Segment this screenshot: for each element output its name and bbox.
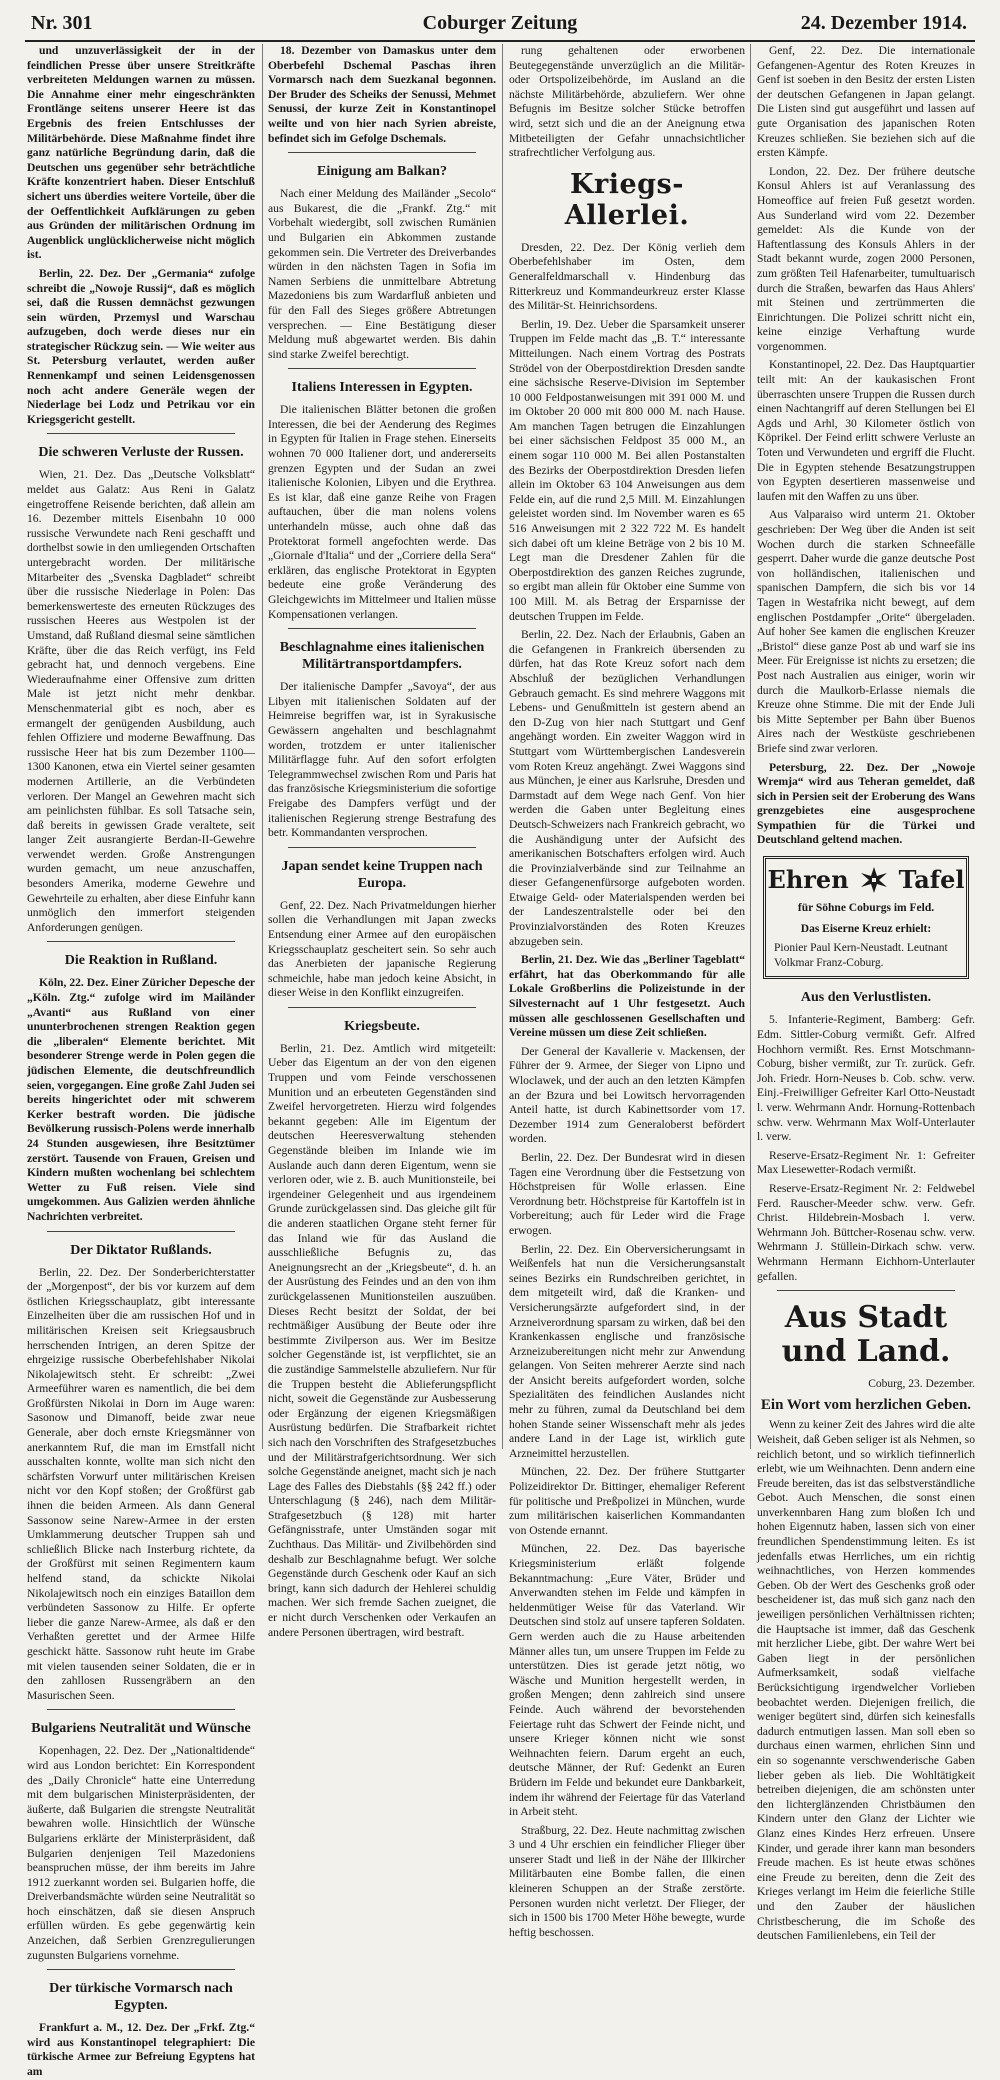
headline-war-booty: Kriegsbeute. [344, 1018, 420, 1034]
headline-giving: Ein Wort vom herzlichen Geben. [760, 1396, 972, 1413]
article-paragraph: Reserve-Ersatz-Regiment Nr. 2: Feldwebel Ferd. Rauscher-Meeder schw. verw. Gefr. Christ. Hildebrein-Mosbach l. verw. Wehrmann Joh. Büttcher-Rosenau schw. verw. Wehrmann J. Stüllein-Dirkach schw. verw. Wehrmann Hermann Eichhorn-Unterlauter gefallen. [757, 1181, 975, 1283]
article-paragraph: Reserve-Ersatz-Regiment Nr. 1: Gefreiter Max Liesewetter-Rodach vermißt. [757, 1148, 975, 1177]
separator [288, 368, 476, 369]
honor-title-right: Tafel [898, 864, 965, 894]
article-paragraph: Die italienischen Blätter betonen die großen Interessen, die bei der Aenderung des Regimes in Egypten für Italien in Frage stehen. Einerseits wohnen 70 000 Italiener dort, und andererseits grenzen Egypten und der Sudan an zwei italienische Kolonien, Libyen und die Erythrea. Es ist klar, daß eine ganze Reihe von Fragen auftauchen, über die man nolens volens unterhandeln müsse, auch ohne daß das Protektorat formell angefochten werde. Das „Giornale d'Italia“ und der „Corriere della Sera“ erklären, das englische Protektorat in Egypten bedeute eine große Veränderung des Gleichgewichts im Mittelmeer und Italien müsse Kompensationen verlangen. [268, 403, 496, 621]
separator [288, 628, 476, 629]
article-paragraph: Genf, 22. Dez. Die internationale Gefangenen-Agentur des Roten Kreuzes in Genf ist soeben in den Besitz der ersten Listen der deutschen Gefangenen in Japan gelangt. Die Listen sind gut ausgeführt und lassen auf gute Organisation des japanischen Roten Kreuzes schließen. Sie beziehen sich auf die ersten Kämpfe. [757, 44, 975, 160]
article-paragraph: München, 22. Dez. Der frühere Stuttgarter Polizeidirektor Dr. Bittinger, ehemaliger Referent für politische und Preßpolizei in München, wurde zum militärischen kaiserlichen Kommandanten von Ostende ernannt. [509, 1465, 745, 1537]
column-4 [757, 44, 975, 1943]
separator [47, 433, 235, 434]
honor-roll-box [763, 856, 969, 979]
honor-roll-subtitle: für Söhne Coburgs im Feld. [797, 902, 935, 915]
headline-balkan: Einigung am Balkan? [317, 164, 447, 180]
issue-number: Nr. 301 [31, 12, 93, 34]
issue-date: 24. Dezember 1914. [800, 12, 967, 34]
iron-cross-icon [859, 865, 889, 895]
column-1 [27, 44, 255, 2079]
column-divider [750, 44, 751, 1449]
headline-casualty-lists: Aus den Verlustlisten. [800, 990, 932, 1006]
column-divider [262, 44, 263, 1449]
headline-steamer-seizure: Beschlagnahme eines italienischen Militärtransportdampfers. [279, 640, 485, 673]
article-paragraph: Berlin, 22. Dez. Der Bundesrat wird in diesen Tagen eine Verordnung über die Festsetzung von Höchstpreisen für Wolle erlassen. Eine Verordnung betr. Höchstpreise für Kartoffeln ist in Vorbereitung; auch für Leder wird die Frage erwogen. [509, 1150, 745, 1237]
article-paragraph: Köln, 22. Dez. Einer Züricher Depesche der „Köln. Ztg.“ zufolge wird im Mailänder „Avanti“ aus Rußland von einer ununterbrochenen strengen Reaktion gegen die „liberalen“ Elemente berichtet. Mit besonderer Strenge werde in Polen gegen die jüdischen Elemente, die deutschfreundlich seien, vorgegangen. Eine große Zahl Juden sei bereits hingerichtet oder mit schwerem Kerker bestraft worden. Die jüdische Bevölkerung russisch-Polens werde innerhalb 24 Stunden ausgewiesen, ihre Besitztümer zerstört. Tausende von Frauen, Greisen und Kindern mußten wochenlang bei schlechtem Wetter zu Fuß reisen. Viele sind umgekommen. Aus Galizien werden ähnliche Nachrichten verbreitet. [27, 976, 255, 1223]
article-paragraph: Frankfurt a. M., 12. Dez. Der „Frkf. Ztg.“ wird aus Konstantinopel telegraphiert: Die türkische Armee zur Befreiung Egyptens hat am [27, 2021, 255, 2079]
column-3 [509, 44, 745, 1939]
article-paragraph: London, 22. Dez. Der frühere deutsche Konsul Ahlers ist auf Veranlassung des Homeoffice auf freien Fuß gesetzt worden. Aus Sunderland wird vom 22. Dezember gemeldet: Als die Kunde von der Haftentlassung des Konsuls Ahlers in der Stadt bekannt wurde, zogen 2000 Personen, zum größten Teil Hafenarbeiter, tumultuarisch durch die Straßen, bewarfen das Haus Ahlers' mit Steinen und zertrümmerten die Einrichtungen. Die Polizei schritt nicht ein, keine einzige Verhaftung wurde vorgenommen. [757, 164, 975, 353]
headline-turkish-advance: Der türkische Vormarsch nach Egypten. [49, 1981, 233, 2014]
newspaper-title: Coburger Zeitung [422, 12, 578, 34]
article-paragraph: Nach einer Meldung des Mailänder „Secolo“ aus Bukarest, die die „Frankf. Ztg.“ mit Vorbehalt wiedergibt, soll zwischen Rumänien und Bulgarien ein Abkommen zustande gekommen sein. Die Vertreter des Dreiverbandes würden in den nächsten Tagen in Sofia im Namen Serbiens die unmittelbare Abtretung Mazedoniens bis zum Wardarfluß anbieten und für den Fall des Sieges größere Abtretungen versprechen. — Eine Bestätigung dieser Meldung muß abgewartet werden. Bis dahin sind starke Zweifel berechtigt. [268, 187, 496, 361]
article-paragraph: Wien, 21. Dez. Das „Deutsche Volksblatt“ meldet aus Galatz: Aus Reni in Galatz eingetroffene Reisende berichten, daß allein am 16. Dezember mittels Eisenbahn 10 000 russische Verwundete nach Reni geschafft und dorthelbst sowie in den umliegenden Ortschaften untergebracht worden. Der militärische Mitarbeiter des „Svenska Dagbladet“ schreibt über die russische Niederlage in Polen: Das bemerkenswerteste des erneuten Rückzuges des russischen Heeres aus Westpolen ist der Umstand, daß Rußland diesmal seine sämtlichen Kräfte, über die das Reich verfügt, ins Feld gebracht hat, und dennoch vergebens. Eine Wiederaufnahme einer Offensive zum dritten Male ist jetzt nicht mehr denkbar. Menschenmaterial gibt es noch, aber es ermangelt der genügenden Ausbildung, auch fehlen Offiziere und moderne Bewaffnung. Das russische Heer hat bis zum Dezember 1100—1300 Kanonen, etwa ein Viertel seiner gesamten modernen Artillerie, an die Verbündeten verloren. Der Mangel an Gewehren macht sich am peinlichsten fühlbar. Es soll Tatsache sein, daß bereits in gewissen Grade veraltete, seit langer Zeit ausrangierte Berdan-II-Gewehre verwendet werden. Große Anstrengungen wurden gemacht, um neue anzuschaffen, besonders Amerika, moderne Gewehre und Gewehrteile zu erhalten, aber diese Einfuhr kann unmöglich den immerfort steigenden Anforderungen genügen. [27, 468, 255, 934]
article-paragraph: Aus Valparaiso wird unterm 21. Oktober geschrieben: Der Weg über die Anden ist seit Wochen durch die starken Schneefälle gesperrt. Daher wurde die ganze deutsche Post von holländischen, italienischen und spanischen Dampfern, die sich bis vor 14 Tagen in Westafrika nicht bewegt, auf dem englischen Postdampfer „Orite“ übergeladen. Auf hoher See kamen die englischen Kreuzer „Bristol“ diese ganze Post ab und warf sie ins Meer. Für Ereignisse ist nichts zu ersetzen; die Post nach Australien aus einiger, worin wir durch die Maulkorb-Erlasse niemals die Kreuze ohne Stimme. Die mit der Ende Juli bis Mitte September per Bahn über Buenos Aires nach der Westküste geschriebenen Briefe sind zwar verloren. [757, 508, 975, 755]
article-paragraph: Kopenhagen, 22. Dez. Der „Nationaltidende“ wird aus London berichtet: Ein Korrespondent des „Daily Chronicle“ hatte eine Unterredung mit dem bulgarischen Ministerpräsidenten, der äußerte, daß Bulgarien die strengste Neutralität bewahren wolle. Hinsichtlich der Wünsche Bulgariens erklärte der Ministerpräsident, daß Bulgarien denjenigen Teil Mazedoniens beanspruchen müsse, der ihm bereits im Jahre 1912 zuerkannt worden sei. Bulgarien hoffe, die Dreiverbandsmächte würden seine Neutralität so hoch einschätzen, daß sie diesen Anspruch erfüllen würden. Es gebe gegenwärtig kein Anzeichen, daß Serbien Grenzregulierungen zugunsten Bulgariens vornehme. [27, 1744, 255, 1962]
article-paragraph: Petersburg, 22. Dez. Der „Nowoje Wremja“ wird aus Teheran gemeldet, daß sich in Persien seit der Eroberung des Wans grenzgebietes eine ausgesprochene Sympathien für die Türkei und Deutschland geltend machen. [757, 760, 975, 847]
article-paragraph: Der italienische Dampfer „Savoya“, der aus Libyen mit italienischen Soldaten auf der Heimreise begriffen war, ist in Syrakusische Gewässern angehalten und beschlagnahmt worden, trotzdem er unter italienischer Militärflagge fuhr. Auf den sofort erfolgten Telegrammwechsel zwischen Rom und Paris hat das französische Kriegsministerium die sofortige Freigabe des Dampfers verfügt und der italienischen Regierung strenge Bestrafung des betr. Kommandanten versprochen. [268, 680, 496, 840]
article-paragraph: Straßburg, 22. Dez. Heute nachmittag zwischen 3 und 4 Uhr erschien ein feindlicher Flieger über unserer Stadt und ließ in der Nähe der Illkircher Militärbauten eine Bombe fallen, die einen kleineren Schuppen an der Straße zerstörte. Personen wurden nicht verletzt. Der Flieger, der sich in 1500 bis 1700 Meter Höhe bewegte, wurde heftig beschossen. [509, 1823, 745, 1939]
article-paragraph: 18. Dezember von Damaskus unter dem Oberbefehl Dschemal Paschas ihren Vormarsch nach dem Suezkanal begonnen. Der Bruder des Scheiks der Senussi, Mehmet Senussi, der kurze Zeit in Konstantinopel weilte und von hier nach Syrien abreiste, befindet sich im Gefolge Dschemals. [268, 44, 496, 145]
separator [47, 1969, 235, 1970]
article-paragraph: München, 22. Dez. Das bayerische Kriegsministerium erläßt folgende Bekanntmachung: „Eure Väter, Brüder und Anverwandten stehen im Felde und kämpfen in heldenmütiger Weise für das Vaterland. Wir Deutschen sind stolz auf unsere tapferen Soldaten. Gern werden auch die zu Hause arbeitenden Männer alles tun, um unsere Truppen im Felde zu unterstützen. Dies ist gerade jetzt nötig, wo Wäsche und Munition hergestellt werden, in großen Mengen; denn zahlreich sind unsere Feinde. Auch während der bevorstehenden Feiertage ruht das Schwert der Feinde nicht, und unsere Krieger können nicht wie sonst Weihnachten feiern. Darum ergeht an euch, deutsche Männer, der Ruf: Gedenkt an Euren Brüdern im Felde und bekundet eure Dankbarkeit, indem ihr während der Feiertage für das Vaterland in Arbeit steht. [509, 1542, 745, 1819]
article-paragraph: rung gehaltenen oder erworbenen Beutegegenstände unverzüglich an die Militär- oder Ortspolizeibehörde, im Ausland an die nächste Militärbehörde, abzuliefern. Wer ohne Befugnis im Besitze solcher Stücke betroffen wird, setzt sich und die an der Aneignung etwa Mitbeteiligten der Gefahr unnachsichtlicher strafrechtlicher Verfolgung aus. [509, 44, 745, 160]
section-title-war-miscellany: Kriegs-Allerlei. [564, 168, 690, 231]
article-paragraph: Berlin, 22. Dez. Der Sonderberichterstatter der „Morgenpost“, der bis vor kurzem auf dem östlichen Kriegsschauplatz, gibt interessante Einzelheiten über die am russischen Hof und in militärischen Kreisen seit Kriegsausbruch herrschenden Intrigen, an deren Spitze der ehrgeizige russische Oberbefehlshaber Nikolai Nikolajewitsch steht. Er schreibt: „Zwei Armeeführer waren es namentlich, die bei dem Großfürsten Nikolai in Dorn im Auge waren: Sasonow und Dimanoff, beide zwar neue Generale, aber doch ernste Kriegsmänner von anerkanntem Ruf, die man im Ernstfall nicht ausschalten konnte, wollte man sich nicht den schärfsten Vorwurf unter militärischen Kreisen nicht vor den Kopf stoßen; der Großfürst gab ihnen die beiden Armeen. Als dann General Sassonow seine Narew-Armee in der ersten Umklammerung deutscher Truppen sah und schließlich Blicke nach Insterburg richtete, da der Großfürst mit seinen Regimentern kaum helfend stand, da schickte Nikolai Nikolajewitsch noch ein einziges Bataillon dem verbündeten Sassonow zu Hilfe. Er opferte lieber die ganze Narew-Armee, als daß er den Verhaßten gerettet und der Armee Hilfe geschickt hätte. Sassonow ruht heute im Grabe mit vielen tausenden seiner Soldaten, die er in den zahllosen Russengräbern an den Masurischen Seen. [27, 1265, 255, 1702]
headline-bulgaria: Bulgariens Neutralität und Wünsche [31, 1721, 251, 1737]
article-paragraph: 5. Infanterie-Regiment, Bamberg: Gefr. Edm. Sittler-Coburg vermißt. Gefr. Alfred Hochhorn vermißt. Res. Ernst Motschmann-Coburg, bisher vermißt, zur Tr. zurück. Gefr. Joh. Friedr. Horn-Neuses b. Cob. schw. verw. Einj.-Freiwilliger Gefreiter Karl Otto-Neustadt l. verw. Wehrmann Andr. Hornung-Rottenbach schw. verw. Wehrmann Max Wolf-Unterlauter l. verw. [757, 1013, 975, 1144]
article-paragraph: Berlin, 21. Dez. Wie das „Berliner Tageblatt“ erfährt, hat das Oberkommando für alle Lokale Großberlins die Polizeistunde in der Silvesternacht auf 1 Uhr festgesetzt. Auch müssen alle geschlossenen Gesellschaften und Vereine müssen um diese Zeit schließen. [509, 953, 745, 1040]
headline-italy-egypt: Italiens Interessen in Egypten. [291, 380, 473, 396]
headline-reaction-russia: Die Reaktion in Rußland. [64, 953, 218, 969]
article-paragraph: und unzuverlässigkeit der in der feindlichen Presse über unsere Streitkräfte verbreiteten Meldungen warnen zu müssen. Die Annahme einer mehr eingeschränkten Frontlänge seitens unserer Heere ist das Ergebnis des freien Entschlusses der Militärbehörde. Diese Maßnahme findet ihre ganz natürliche Begründung darin, daß die Deutschen uns gegenüber sehr beträchtliche Kräfte konzentriert haben. Dieser Entschluß sichert uns überdies weitere Vorteile, über die der Oeffentlichkeit Aufklärungen zu geben aus Gründen der militärischen Ordnung im Augenblick unglücklicherweise nicht möglich ist. [27, 44, 255, 262]
separator [47, 1709, 235, 1710]
article-paragraph: Dresden, 22. Dez. Der König verlieh dem Oberbefehlshaber im Osten, dem Generalfeldmarschall v. Hindenburg das Ritterkreuz und Kommandeurkreuz erster Klasse des Militär-St. Heinrichsordens. [509, 240, 745, 313]
separator [47, 941, 235, 942]
article-paragraph: Der General der Kavallerie v. Mackensen, der Führer der 9. Armee, der Sieger von Lipno und Wloclawek, und der auch an den letzten Kämpfen an der Bzura und bei Lowitsch hervorragenden Anteil hatte, ist durch Kabinettsorder vom 17. Dezember 1914 zum Generaloberst befördert worden. [509, 1044, 745, 1146]
honor-roll-award: Das Eiserne Kreuz erhielt: [800, 922, 932, 935]
article-paragraph: Konstantinopel, 22. Dez. Das Hauptquartier teilt mit: An der kaukasischen Front überraschten unsere Truppen die Russen durch einen Nachtangriff auf deren Stellungen bei El Agds und Arhl, 30 Kilometer östlich von Köprikel. Der Feind erlitt schwere Verluste an Toten und Verwundeten und ergriff die Flucht. Die in Egypten stehende Besatzungstruppen von Egypten desertieren massenweise und laufen mit den Waffen zu uns über. [757, 358, 975, 503]
column-2 [268, 44, 496, 1639]
honor-roll-names: Pionier Paul Kern-Neustadt. Leutnant Volkmar Franz-Coburg. [774, 942, 948, 969]
separator [288, 152, 476, 153]
headline-dictator-russia: Der Diktator Rußlands. [70, 1242, 212, 1258]
article-paragraph: Genf, 22. Dez. Nach Privatmeldungen hierher sollen die Verhandlungen mit Japan zwecks Entsendung einer Armee auf den europäischen Kriegsschauplatz gescheitert sein. So sehr auch das Anerbieten der japanische Regierung schmeichle, habe man jedoch keine Absicht, in dieser Weise in den Konflikt einzugreifen. [268, 898, 496, 1000]
honor-roll-title [767, 864, 965, 895]
separator [288, 1007, 476, 1008]
masthead [25, 6, 975, 42]
headline-russian-losses: Die schweren Verluste der Russen. [38, 445, 244, 461]
separator [777, 1290, 955, 1291]
honor-title-left: Ehren [767, 864, 849, 894]
dateline: Coburg, 23. Dezember. [868, 1378, 975, 1391]
article-paragraph: Berlin, 22. Dez. Der „Germania“ zufolge schreibt die „Nowoje Russij“, daß es möglich sei, daß die Russen demnächst gezwungen sein würden, Przemysl und Warschau aufzugeben, doch werde dieses nur ein strategischer Rückzug sein. — Wie weiter aus St. Petersburg verlautet, werden außer Rennenkampf und seinen Leidensgenossen noch acht andere Generäle wegen der Niederlage bei Lodz und Petrikau vor ein Kriegsgericht gestellt. [27, 266, 255, 426]
headline-japan: Japan sendet keine Truppen nach Europa. [281, 858, 483, 891]
section-title-city-land: Aus Stadt und Land. [781, 1300, 951, 1370]
article-paragraph: Wenn zu keiner Zeit des Jahres wird die alte Weisheit, daß Geben seliger ist als Nehmen, so reichlich betont, und so wirklich tiefinnerlich erlebt, wie um Weihnachten. Denn andern eine Freude bereiten, das ist das selbstverständliche Gebot. Auch Menschen, die sonst einen unverkennbaren Hang zum bloßen Ich und hohen Eigennutz haben, lassen sich von einer freundlichen Spendenstimmung leiten. Es ist jedenfalls etwas Herrliches, um ein richtig weihnachtliches, von Herzen kommendes Geben. Ob der Wert des Geschenks groß oder bescheidener ist, das muß sich ganz nach den jeweiligen persönlichen Verhältnissen richten; die Hauptsache ist immer, daß das Geschenk mit herzlicher Liebe, gibt. Der wahre Wert bei Gaben liegt in der persönlichen Aufmerksamkeit, sodaß vielfache Berücksichtigung irgendwelcher Vorlieben beobachtet werden. Diejenigen freilich, die weniger begütert sind, dürfen sich keinesfalls dadurch entmutigen lassen. Man soll eben so durchaus einen warmen, ehrlichen Sinn und ein so sogenannte verschwenderische Gaben lieber geben als lieb. Die Wohltätigkeit betreiben diejenigen, die am schönsten unter den lichterglänzenden Christbäumen den Kindern unter den Glanz der Lichter wie Glanz eines Kindes Herz erfreuen. Unsere Kinder, und gerade ihrer kann man besonders Freude machen. Es ist heute etwas schönes eine Freude zu bereiten, denn die Zeit des Krieges verlangt im Heim die feierliche Stille und den Zauber der häuslichen Christbescherung, die im Schoße des deutschen Familienlebens, ein Teil der [757, 1418, 975, 1943]
article-paragraph: Berlin, 22. Dez. Ein Oberversicherungsamt in Weißenfels hat nun die Versicherungsanstalt seines Bezirks ein Rundschreiben gerichtet, in dem mitgeteilt wird, daß die Kranken- und Versicherungsärzte aufgefordert sind, in der Arzneiverordnung sparsam zu wirken, daß bei den Krankenkassen englische und französische Arzneizubereitungen nicht mehr zur Anwendung gelangen. Von Seiten mehrerer Aerzte sind nach der Ansicht bereits aufgefordert worden, solche Spezialitäten des feindlichen Auslandes nicht mehr zu führen, zumal da Deutschland bei dem hohen Stande seiner Wissenschaft mehr als jedes andere Land in der Lage ist, wirklich gute Arzneimittel herzustellen. [509, 1242, 745, 1460]
article-paragraph: Berlin, 21. Dez. Amtlich wird mitgeteilt: Ueber das Eigentum an der von den eigenen Truppen und vom Feinde verschossenen Munition und an erbeuteten Gegenständen sind Zweifel hervorgetreten. Hierzu wird folgendes bekannt gegeben: Alle im Eigentum der deutschen Heeresverwaltung stehenden Gegenstände bleiben im Inlande wie im Auslande auch dann deren Eigentum, wenn sie verloren oder, wie z. B. auch Munitionsteile, bei irgendeiner Gelegenheit und aus irgendeinem Grunde zurückgelassen sind. Das gleiche gilt für die anderen staatlichen Organe steht ferner für das Inland wie für das Ausland die ausschließliche Befugnis zu, das Aneignungsrecht an der „Kriegsbeute“, d. h. an der Ausrüstung des Feindes und an den von ihm zurückgelassenen Munitionsteilen auszuüben. Dieses Recht besitzt der Soldat, der bei rechtmäßiger Ausübung der Beute oder ihre bestimmte Zivilperson aus. Wer im Besitze solcher Gegenstände ist, ist verpflichtet, sie an die zuständige Sammelstelle abzuliefern. Nur für die Truppen besteht die Ablieferungspflicht nicht, soweit die Gegenstände zur Ausbesserung oder Ergänzung der eigenen Kriegsmäßigen Ausrüstung bedürfen. Die Strafbarkeit richtet sich nach den Vorschriften des Strafgesetzbuches und der Militärstrafgerichtsordnung. Wer sich solche Gegenstände aneignet, macht sich je nach Lage des Falles des Diebstahls (§§ 242 ff.) oder Unterschlagung (§ 246), nach dem Militär-Strafgesetzbuch (§ 128) mit harter Gefängnisstrafe, unter Umständen sogar mit Zuchthaus. Das Militär- und Zivilbehörden sind deshalb zur Beschlagnahme befugt. Wer solche Gegenstände durch Geschenk oder Kauf an sich bringt, kann sich dadurch der Hehlerei schuldig machen. Wer sich fremde Sachen zueignet, die er nicht durch Verschenken oder Verkaufen an andere Personen übertragen, wird bestraft. [268, 1041, 496, 1639]
article-paragraph: Berlin, 19. Dez. Ueber die Sparsamkeit unserer Truppen im Felde macht das „B. T.“ interessante Mitteilungen. Nach einem Vortrag des Postrats Strödel von der Oberpostdirektion Dresden sandte eine sächsische Reserve-Division im September 10 000 Feldpostanweisungen mit 391 000 M. und im Oktober 20 000 mit 800 000 M. nach Hause. Am manchen Tagen betrugen die Einzahlungen bei einer sächsischen Feldpost 35 000 M., an einem sogar 110 000 M. Bei allen Postanstalten des Bezirks der Oberpostdirektion Dresden liefen allein im Oktober 63 104 Anweisungen aus dem Felde ein, auf die rund 2,5 Mill. M. Einzahlungen geleistet worden sind. Im November waren es 65 516 Anweisungen mit 2 322 722 M. Es handelt sich dabei oft um kleine Beträge von 2 bis 10 M. Legt man die Dresdener Zahlen für die Oberpostdirektion des ganzen Reiches zugrunde, so ergibt man allein für Oktober eine Summe von 100 Mill. M. als Betrag der Ersparnisse der deutschen Truppen im Felde. [509, 317, 745, 623]
separator [288, 847, 476, 848]
separator [47, 1231, 235, 1232]
article-paragraph: Berlin, 22. Dez. Nach der Erlaubnis, Gaben an die Gefangenen in Frankreich übersenden zu dürfen, hat das Rote Kreuz sofort nach dem Abschluß der bezüglichen Verhandlungen Gebrauch gemacht. Es sind mehrere Waggons mit Lebens- und Genußmitteln ist gestern abend an den D-Zug von hier nach Stuttgart und Genf angehängt worden. Ein zweiter Waggon wird in Stuttgart vom Württembergischen Landesverein vom Roten Kreuz angehängt. Zwei Waggons sind aus München, je einer aus Karlsruhe, Dresden und Darmstadt auf dem Wege nach Genf. Von hier werden die Gaben unter Begleitung eines Deutsch-Schweizers nach Frankreich gebracht, wo die Aushändigung unter der Aufsicht des amerikanischen Botschafters erfolgen wird. Auch die Provinzialverbände sind zur Teilnahme an dieser Gefangenenfürsorge aufgeboten worden. Etwaige Geld- oder Materialspenden werden bei der Landeszentralstelle oder bei den Provinzialvorständen des Roten Kreuzes abzugeben sein. [509, 628, 745, 948]
column-divider [502, 44, 503, 1449]
